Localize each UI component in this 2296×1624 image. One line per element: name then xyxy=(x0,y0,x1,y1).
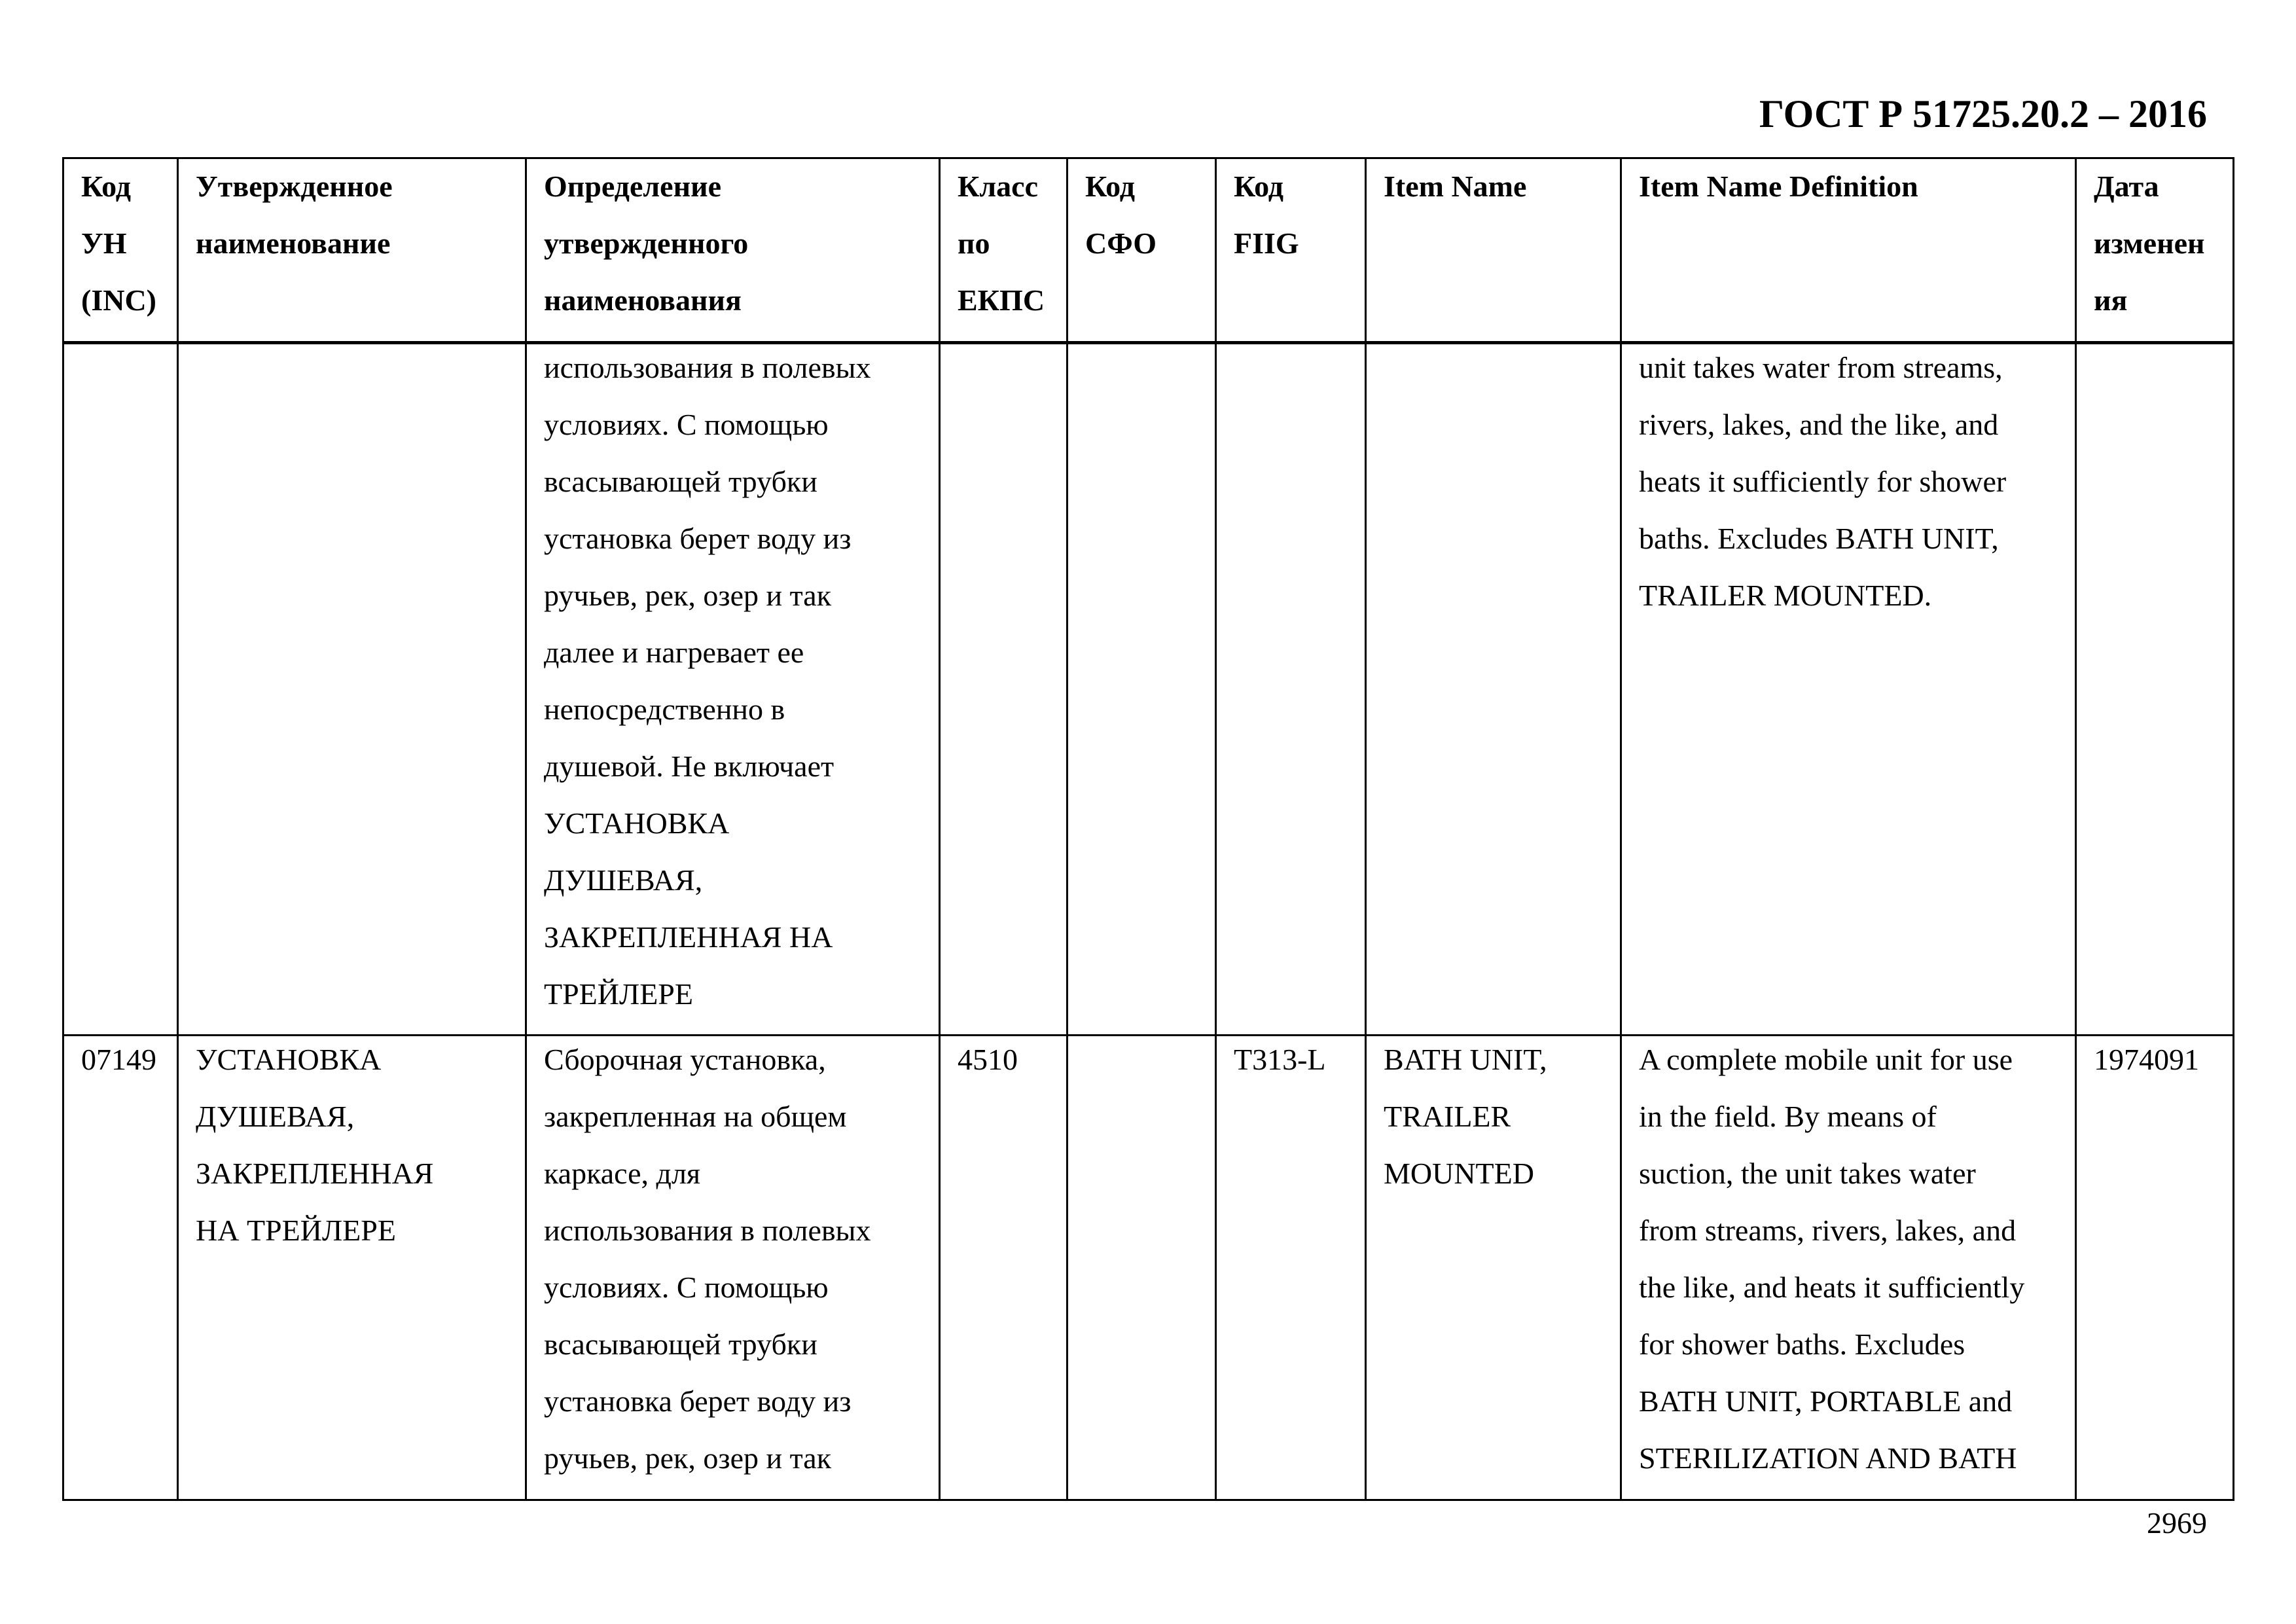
cell-text: использования в полевых условиях. С помощью всасывающей трубки установка берет воду из ручьев, рек, озер и так далее и нагревает ее непосредственно в душевой. Не включает УСТАНОВКА ДУШЕВАЯ, ЗАКРЕПЛЕННАЯ НА ТРЕЙЛЕРЕ xyxy=(544,351,871,1011)
header-item-name-definition xyxy=(1621,158,2076,343)
table-row xyxy=(63,1036,2234,1500)
cell-text: 07149 xyxy=(81,1043,156,1076)
header-label: Утвержденное наименование xyxy=(196,170,393,260)
cell-class xyxy=(940,343,1067,1036)
header-label: Item Name xyxy=(1384,170,1527,203)
header-inc xyxy=(63,158,178,343)
cell-text: A complete mobile unit for use in the field. By means of suction, the unit takes water from streams, rivers, lakes, and the like, and heats it sufficiently for shower baths. Excludes BATH UNIT, PORTABLE and STERILIZATION AND BATH xyxy=(1639,1043,2025,1475)
cell-item-definition xyxy=(1621,343,2076,1036)
cell-text: unit takes water from streams, rivers, lakes, and the like, and heats it sufficiently for shower baths. Excludes BATH UNIT, TRAILER MOUNTED. xyxy=(1639,351,2007,612)
cell-text: T313-L xyxy=(1234,1043,1326,1076)
header-definition xyxy=(526,158,940,343)
header-label: Код УН (INC) xyxy=(81,170,156,317)
cell-inc xyxy=(63,343,178,1036)
cell-item-definition xyxy=(1621,1036,2076,1500)
cell-fiig xyxy=(1216,343,1366,1036)
header-label: Item Name Definition xyxy=(1639,170,1918,203)
cell-text: 4510 xyxy=(958,1043,1018,1076)
cell-item-name xyxy=(1366,1036,1621,1500)
cell-sfo xyxy=(1067,343,1216,1036)
cell-inc xyxy=(63,1036,178,1500)
cell-definition xyxy=(526,1036,940,1500)
page-number: 2969 xyxy=(2147,1506,2207,1540)
header-fiig xyxy=(1216,158,1366,343)
cell-date xyxy=(2076,343,2234,1036)
header-label: Класс по ЕКПС xyxy=(958,170,1045,317)
document-title: ГОСТ Р 51725.20.2 – 2016 xyxy=(1759,92,2207,135)
table-header-row xyxy=(63,158,2234,343)
header-label: Код FIIG xyxy=(1234,170,1299,260)
header-class xyxy=(940,158,1067,343)
cell-name xyxy=(178,343,526,1036)
cell-sfo xyxy=(1067,1036,1216,1500)
header-approved-name xyxy=(178,158,526,343)
cell-text: 1974091 xyxy=(2094,1043,2199,1076)
cell-name xyxy=(178,1036,526,1500)
cell-text: Сборочная установка, закрепленная на общем каркасе, для использования в полевых условиях. С помощью всасывающей трубки установка берет воду из ручьев, рек, озер и так xyxy=(544,1043,871,1475)
header-item-name xyxy=(1366,158,1621,343)
cell-class xyxy=(940,1036,1067,1500)
item-names-table xyxy=(62,157,2234,1501)
cell-item-name xyxy=(1366,343,1621,1036)
header-label: Код СФО xyxy=(1085,170,1157,260)
cell-text: УСТАНОВКА ДУШЕВАЯ, ЗАКРЕПЛЕННАЯ НА ТРЕЙЛЕРЕ xyxy=(196,1043,434,1247)
header-sfo xyxy=(1067,158,1216,343)
header-change-date xyxy=(2076,158,2234,343)
table-row xyxy=(63,343,2234,1036)
cell-date xyxy=(2076,1036,2234,1500)
cell-fiig xyxy=(1216,1036,1366,1500)
cell-definition xyxy=(526,343,940,1036)
header-label: Определение утвержденного наименования xyxy=(544,170,749,317)
cell-text: BATH UNIT, TRAILER MOUNTED xyxy=(1384,1043,1547,1190)
header-label: Дата изменен ия xyxy=(2094,170,2205,317)
